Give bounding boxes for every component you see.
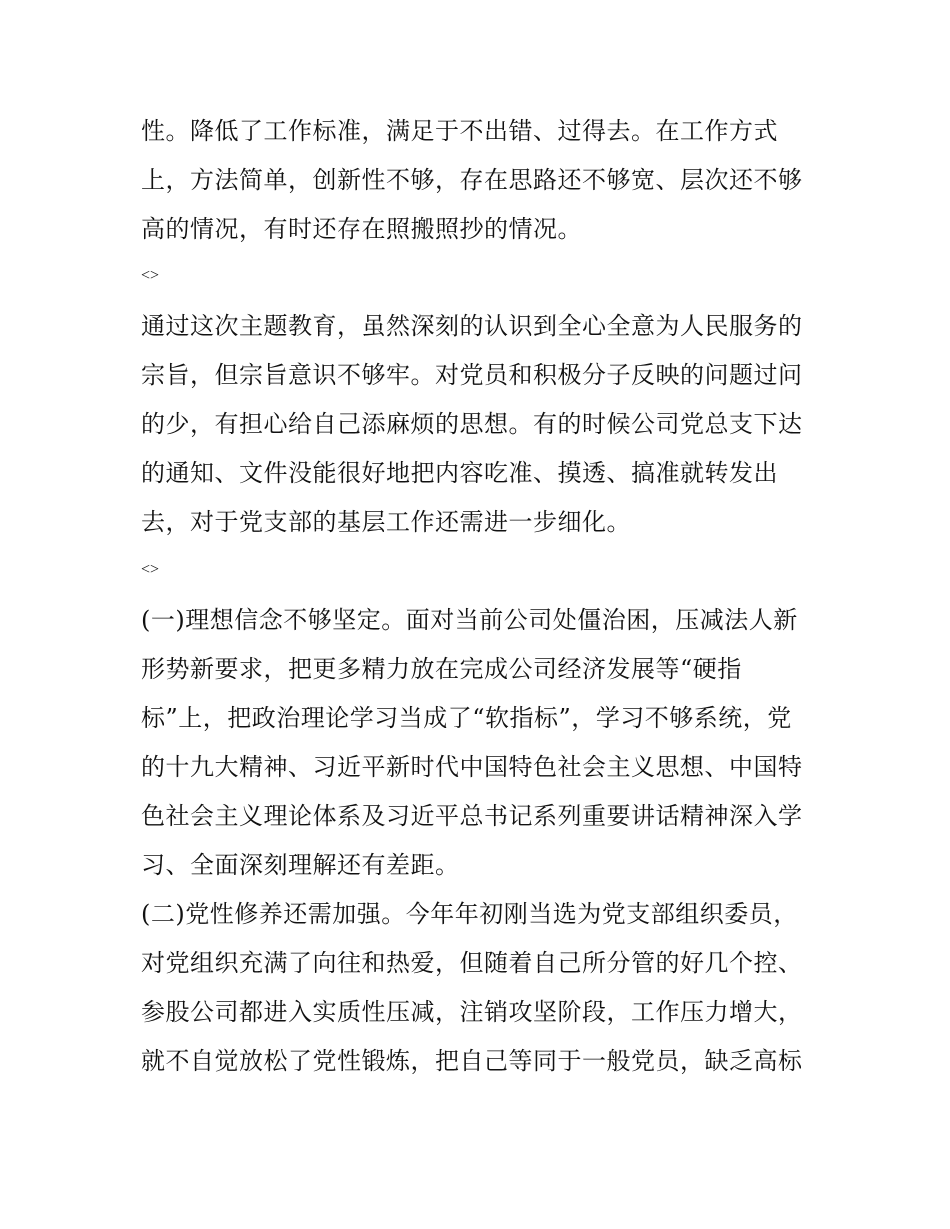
paragraph-line: 参股公司都进入实质性压减，注销攻坚阶段，工作压力增大， (141, 998, 803, 1026)
paragraph-line: 通过这次主题教育，虽然深刻的认识到全心全意为人民服务的 (141, 312, 803, 340)
paragraph-line: 对党组织充满了向往和热爱，但随着自己所分管的好几个控、 (141, 949, 803, 977)
paragraph-line: 色社会主义理论体系及习近平总书记系列重要讲话精神深入学 (141, 802, 803, 830)
paragraph-line: 去，对于党支部的基层工作还需进一步细化。 (141, 508, 631, 536)
section-separator: <> (141, 561, 160, 578)
paragraph-line: 性。降低了工作标准，满足于不出错、过得去。在工作方式 (141, 117, 778, 145)
paragraph-line: 形势新要求，把更多精力放在完成公司经济发展等“硬指 (141, 655, 742, 683)
paragraph-line: 的十九大精神、习近平新时代中国特色社会主义思想、中国特 (141, 753, 803, 781)
paragraph-line: 上，方法简单，创新性不够，存在思路还不够宽、层次还不够 (141, 166, 803, 194)
paragraph-line: 高的情况，有时还存在照搬照抄的情况。 (141, 215, 582, 243)
paragraph-line: 习、全面深刻理解还有差距。 (141, 851, 460, 879)
paragraph-line: 标”上，把政治理论学习当成了“软指标”，学习不够系统，党 (141, 704, 792, 732)
paragraph-line: 的少，有担心给自己添麻烦的思想。有的时候公司党总支下达 (141, 410, 803, 438)
section-separator: <> (141, 267, 160, 284)
paragraph-line: (一)理想信念不够坚定。面对当前公司处僵治困，压减法人新 (141, 606, 798, 634)
paragraph-line: (二)党性修养还需加强。今年年初刚当选为党支部组织委员， (141, 900, 798, 928)
paragraph-line: 的通知、文件没能很好地把内容吃准、摸透、搞准就转发出 (141, 459, 778, 487)
paragraph-line: 宗旨，但宗旨意识不够牢。对党员和积极分子反映的问题过问 (141, 361, 803, 389)
paragraph-line: 就不自觉放松了党性锻炼，把自己等同于一般党员，缺乏高标 (141, 1047, 803, 1075)
